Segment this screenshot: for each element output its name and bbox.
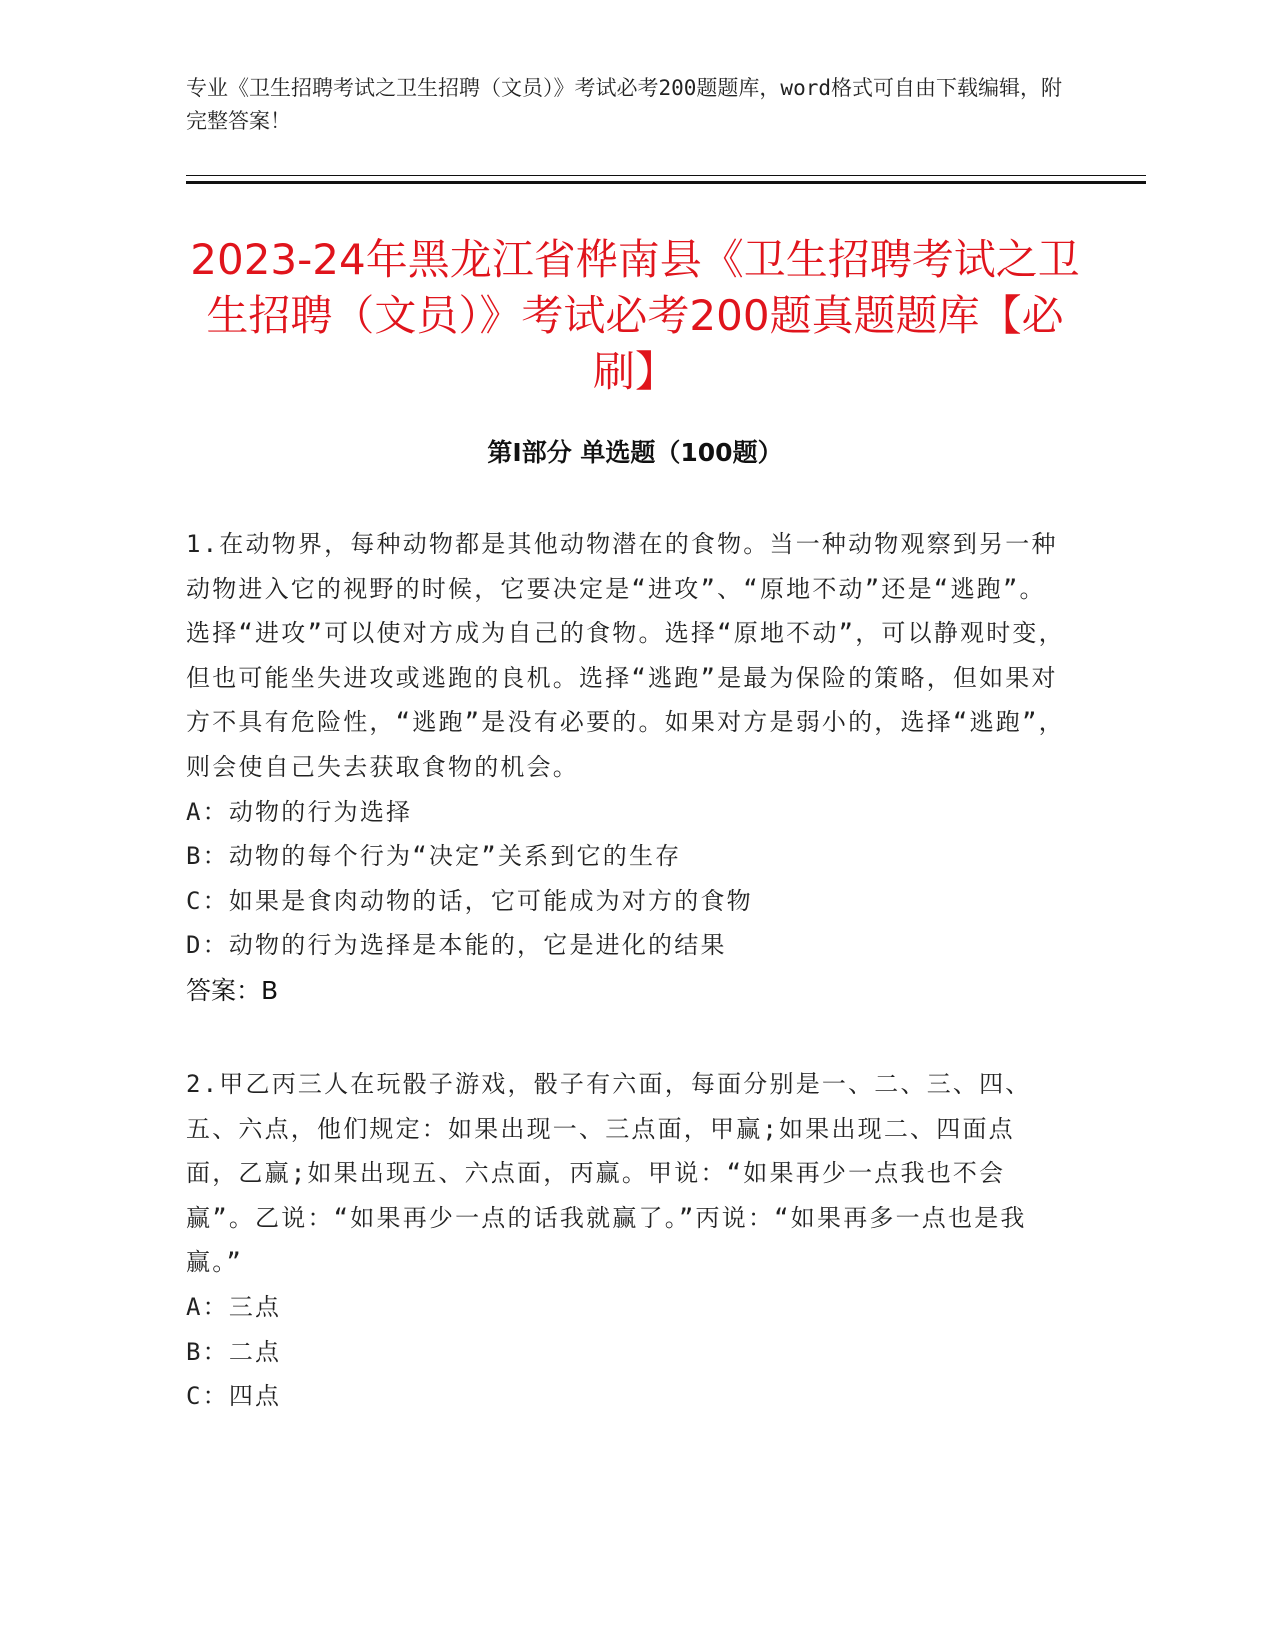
option-b xyxy=(186,1330,1066,1375)
option-key: A： xyxy=(186,797,229,826)
question-2 xyxy=(186,1062,1066,1419)
option-d xyxy=(186,923,1066,968)
answer: 答案：B xyxy=(186,975,279,1005)
option-key: B： xyxy=(186,1337,229,1366)
option-key: A： xyxy=(186,1292,229,1321)
option-text: 动物的行为选择是本能的，它是进化的结果 xyxy=(228,931,727,960)
question-stem: 2.甲乙丙三人在玩骰子游戏，骰子有六面，每面分别是一、二、三、四、五、六点，他们规定：如果出现一、三点面，甲赢;如果出现二、四面点面，乙赢;如果出现五、六点面，丙赢。甲说：“如果再少一点我也不会赢”。乙说：“如果再少一点的话我就赢了。”丙说：“如果再多一点也是我赢。” xyxy=(186,1069,1032,1277)
option-key: C： xyxy=(186,1382,229,1411)
option-c xyxy=(186,879,1066,924)
option-text: 如果是食肉动物的话，它可能成为对方的食物 xyxy=(228,886,753,915)
header-divider-thin xyxy=(186,175,1146,176)
document-title: 2023-24年黑龙江省桦南县《卫生招聘考试之卫生招聘（文员）》考试必考200题真题题库【必刷】 xyxy=(190,235,1080,396)
option-key: D： xyxy=(186,931,229,960)
option-key: B： xyxy=(186,842,229,871)
option-key: C： xyxy=(186,886,229,915)
question-list xyxy=(186,522,1066,1467)
header-note: 专业《卫生招聘考试之卫生招聘（文员）》考试必考200题题库，word格式可自由下载编辑，附完整答案！ xyxy=(186,76,1062,133)
section-title: 第Ⅰ部分 单选题（100题） xyxy=(487,438,783,467)
option-c xyxy=(186,1374,1066,1419)
option-text: 动物的每个行为“决定”关系到它的生存 xyxy=(228,842,682,871)
option-text: 四点 xyxy=(228,1382,282,1411)
option-text: 动物的行为选择 xyxy=(228,797,413,826)
header-divider-thick xyxy=(186,181,1146,184)
option-a xyxy=(186,790,1066,835)
option-text: 二点 xyxy=(228,1337,282,1366)
option-text: 三点 xyxy=(228,1292,282,1321)
option-b xyxy=(186,834,1066,879)
question-stem: 1.在动物界，每种动物都是其他动物潜在的食物。当一种动物观察到另一种动物进入它的视野的时候，它要决定是“进攻”、“原地不动”还是“逃跑”。选择“进攻”可以使对方成为自己的食物。选择“原地不动”，可以静观时变，但也可能坐失进攻或逃跑的良机。选择“逃跑”是最为保险的策略，但如果对方不具有危险性，“逃跑”是没有必要的。如果对方是弱小的，选择“逃跑”，则会使自己失去获取食物的机会。 xyxy=(186,530,1065,781)
question-1 xyxy=(186,522,1066,1014)
option-a xyxy=(186,1285,1066,1330)
